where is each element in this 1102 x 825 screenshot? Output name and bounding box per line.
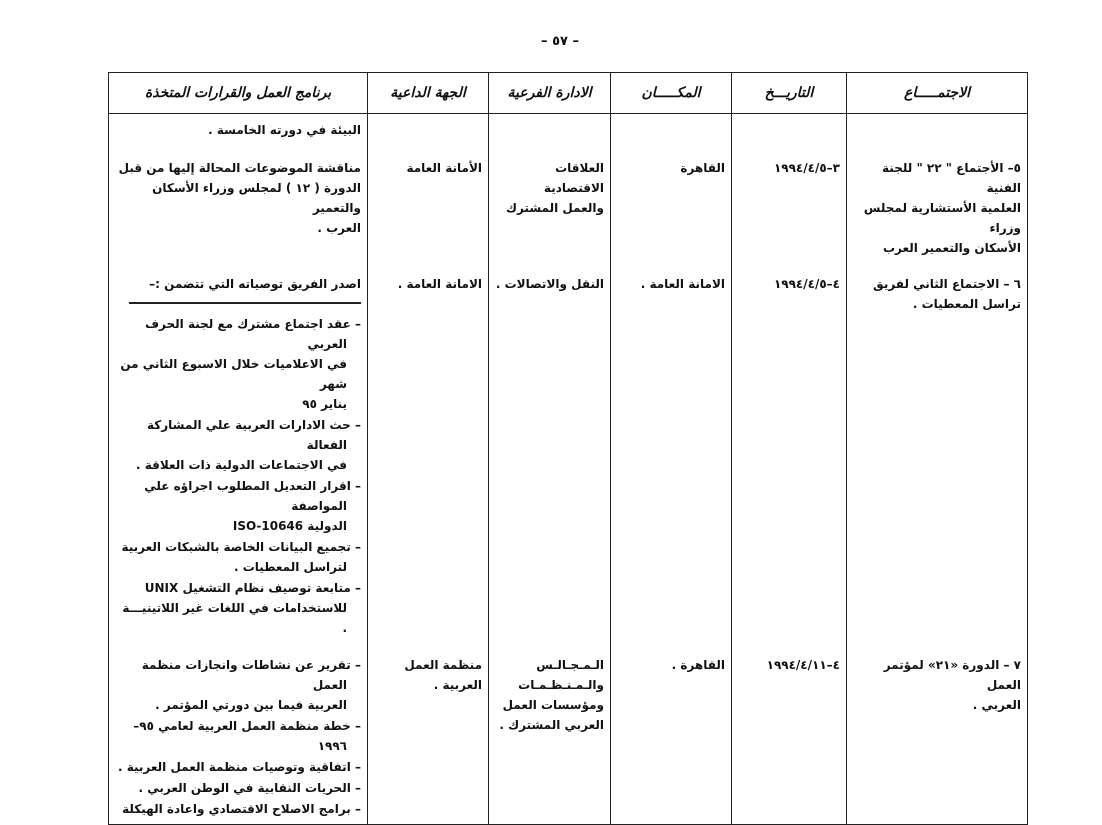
text-line: العربي المشترك . bbox=[499, 718, 604, 732]
text-line: ٦ – الاجتماع الثاني لفريق bbox=[873, 277, 1021, 291]
header-program: برنامج العمل والقرارات المتخذة bbox=[109, 73, 368, 114]
row7-meeting bbox=[847, 643, 1028, 825]
bullet-item: – متابعة توصيف نظام التشغيل UNIX للاستخدامات في اللغات غير اللاتينيـــة . bbox=[115, 578, 361, 638]
text-line: الأسكان والتعمير العرب bbox=[882, 241, 1021, 255]
underline-rule bbox=[129, 302, 361, 304]
header-inviter: الجهة الداعية bbox=[368, 73, 489, 114]
row5-department bbox=[489, 144, 611, 262]
text-line: والعمل المشترك bbox=[505, 201, 604, 215]
text-line: الدورة ( ١٢ ) لمجلس وزراء الأسكان والتعمير bbox=[152, 181, 361, 215]
header-row bbox=[109, 73, 1028, 114]
bullet-item: – حث الادارات العربية علي المشاركة الفعالة في الاجتماعات الدولية ذات العلاقة . bbox=[115, 415, 361, 475]
text-line: الـمـجـالـس bbox=[536, 658, 604, 672]
row7-department bbox=[489, 643, 611, 825]
bullet-item: – الحريات النقابية في الوطن العربي . bbox=[115, 778, 361, 798]
text-line: ومؤسسات العمل bbox=[502, 698, 604, 712]
row7-place: القاهرة . bbox=[611, 643, 732, 825]
row7-inviter bbox=[368, 643, 489, 825]
row5-place: القاهرة bbox=[611, 144, 732, 262]
header-place: المكـــــان bbox=[611, 73, 732, 114]
row6-date: ٤–١٩٩٤/٤/٥ bbox=[732, 262, 847, 643]
row5-meeting bbox=[847, 144, 1028, 262]
text-line: العربية . bbox=[433, 678, 482, 692]
table-row bbox=[109, 643, 1028, 825]
bullet-item: – تقرير عن نشاطات وانجازات منظمة العمل العربية فيما بين دورتي المؤتمر . bbox=[115, 655, 361, 715]
row7-bullets bbox=[109, 643, 368, 825]
page-number: – ٥٧ – bbox=[541, 34, 579, 49]
text-line: تراسل المعطيات . bbox=[912, 297, 1021, 311]
row7-date: ٤–١٩٩٤/٤/١١ bbox=[732, 643, 847, 825]
row5-program bbox=[109, 144, 368, 262]
header-meeting: الاجتمـــــاع bbox=[847, 73, 1028, 114]
text-line: منظمة العمل bbox=[404, 658, 482, 672]
row5-inviter: الأمانة العامة bbox=[368, 144, 489, 262]
text-line: العلمية الأستشارية لمجلس وزراء bbox=[863, 201, 1021, 235]
text-line: والـمـنـظـمـات bbox=[518, 678, 604, 692]
row6-meeting bbox=[847, 262, 1028, 643]
text-line: العلاقات الاقتصادية bbox=[543, 161, 604, 195]
row6-department: النقل والاتصالات . bbox=[489, 262, 611, 643]
row5-date: ٣–١٩٩٤/٤/٥ bbox=[732, 144, 847, 262]
text-line: ٥– الأجتماع " ٢٢ " للجنة الفنية bbox=[882, 161, 1021, 195]
table-row bbox=[109, 144, 1028, 262]
header-date: التاريـــخ bbox=[732, 73, 847, 114]
meetings-table bbox=[108, 72, 1028, 825]
row6-inviter: الامانة العامة . bbox=[368, 262, 489, 643]
bullet-item: – خطة منظمة العمل العربية لعامي ٩٥–١٩٩٦ bbox=[115, 716, 361, 756]
bullet-item: – اقرار التعديل المطلوب اجراؤه علي المواصفة الدولية ISO-10646 bbox=[115, 476, 361, 536]
text-line: العربي . bbox=[972, 698, 1021, 712]
header-department: الادارة الفرعية bbox=[489, 73, 611, 114]
bullet-item: – برامج الاصلاح الاقتصادي واعادة الهيكلة bbox=[115, 799, 361, 819]
continuation-row bbox=[109, 114, 1028, 145]
continuation-text: البيئة في دورته الخامسة . bbox=[109, 114, 368, 145]
row6-place: الامانة العامة . bbox=[611, 262, 732, 643]
row6-program-intro: اصدر الفريق توصياته التي تتضمن :– bbox=[149, 277, 361, 291]
text-line: العرب . bbox=[317, 221, 361, 235]
text-line: مناقشة الموضوعات المحالة إليها من قبل bbox=[118, 161, 361, 175]
text-line: ٧ – الدورة «٢١» لمؤتمر العمل bbox=[883, 658, 1021, 692]
table-row bbox=[109, 262, 1028, 643]
bullet-item: – اتفاقية وتوصيات منظمة العمل العربية . bbox=[115, 757, 361, 777]
bullet-item: – عقد اجتماع مشترك مع لجنة الحرف العربي في الاعلاميات خلال الاسبوع الثاني من شهر يناير ٩٥ bbox=[115, 314, 361, 414]
bullet-item: – تجميع البيانات الخاصة بالشبكات العربية لتراسل المعطيات . bbox=[115, 537, 361, 577]
row6-program bbox=[109, 262, 368, 643]
